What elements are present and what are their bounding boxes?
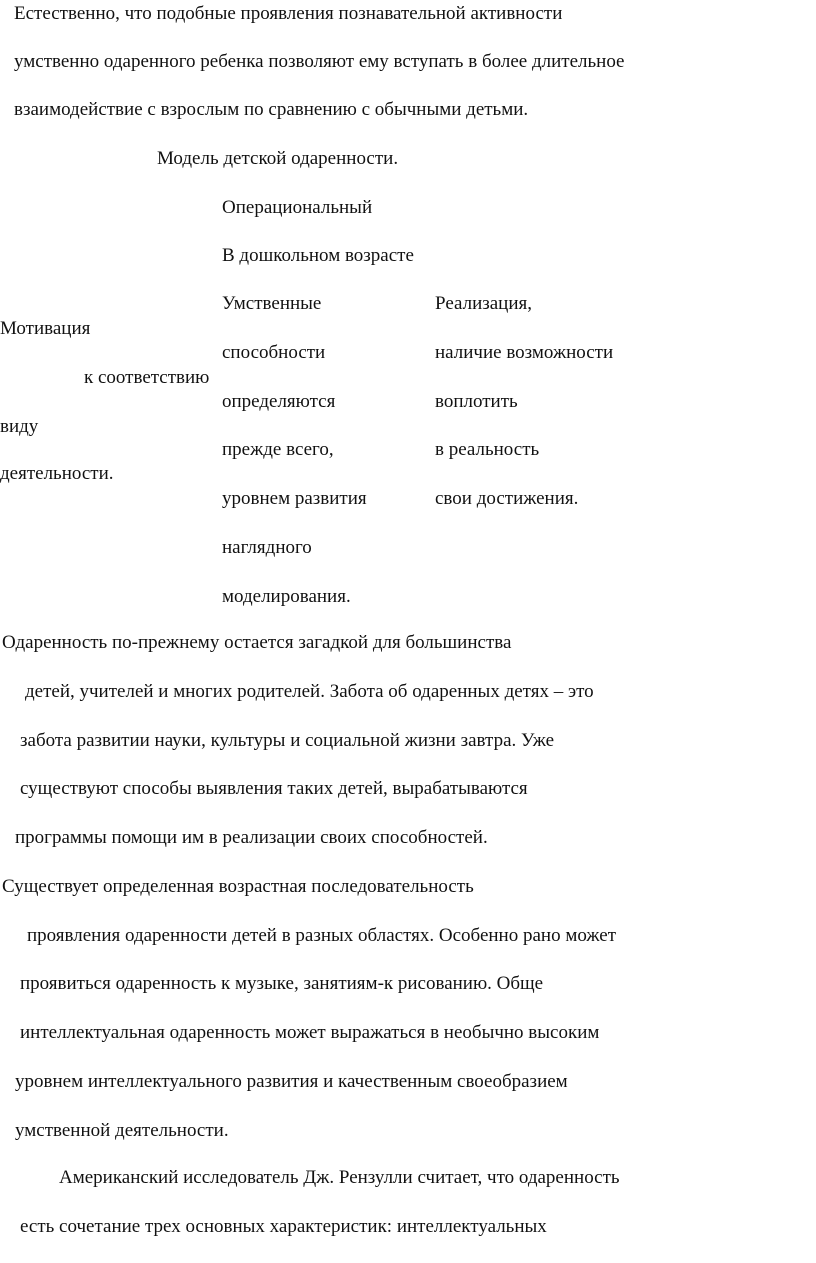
model-heading-operational: Операциональный [222, 197, 373, 218]
para1-line-4: существуют способы выявления таких детей, вырабатываются [20, 778, 528, 799]
para2-line-3: проявиться одаренность к музыке, занятиям-к рисованию. Обще [20, 973, 544, 994]
model-left-line-3: виду [0, 416, 39, 437]
intro-line-1: Естественно, что подобные проявления познавательной активности [14, 3, 563, 24]
para1-line-5: программы помощи им в реализации своих способностей. [15, 827, 488, 848]
model-right-line-2: наличие возможности [435, 342, 614, 363]
model-left-line-1: Мотивация [0, 318, 91, 339]
para1-line-1: Одаренность по-прежнему остается загадкой для большинства [2, 632, 512, 653]
model-right-line-4: в реальность [435, 439, 540, 460]
model-middle-line-3: определяются [222, 391, 336, 412]
para2-line-1: Существует определенная возрастная последовательность [2, 876, 474, 897]
model-left-line-4: деятельности. [0, 463, 114, 484]
model-middle-line-7: моделирования. [222, 586, 351, 607]
para2-line-4: интеллектуальная одаренность может выражаться в необычно высоким [20, 1022, 600, 1043]
model-middle-line-2: способности [222, 342, 326, 363]
para1-line-2: детей, учителей и многих родителей. Забота об одаренных детях – это [25, 681, 594, 702]
model-middle-line-6: наглядного [222, 537, 312, 558]
model-middle-line-1: Умственные [222, 293, 322, 314]
model-right-line-3: воплотить [435, 391, 518, 412]
para2-line-2: проявления одаренности детей в разных областях. Особенно рано может [27, 925, 616, 946]
model-right-line-5: свои достижения. [435, 488, 579, 509]
model-heading-preschool: В дошкольном возрасте [222, 245, 414, 266]
model-middle-line-4: прежде всего, [222, 439, 334, 460]
para2-line-5: уровнем интеллектуального развития и качественным своеобразием [15, 1071, 568, 1092]
intro-line-3: взаимодействие с взрослым по сравнению с обычными детьми. [14, 99, 529, 120]
model-left-line-2: к соответствию [84, 367, 210, 388]
model-title: Модель детской одаренности. [157, 148, 399, 169]
para2-line-6: умственной деятельности. [15, 1120, 229, 1141]
model-middle-line-5: уровнем развития [222, 488, 367, 509]
para3-line-2: есть сочетание трех основных характеристик: интеллектуальных [20, 1216, 547, 1237]
model-right-line-1: Реализация, [435, 293, 532, 314]
para3-line-1: Американский исследователь Дж. Рензулли считает, что одаренность [59, 1167, 620, 1188]
intro-line-2: умственно одаренного ребенка позволяют ему вступать в более длительное [14, 51, 625, 72]
para1-line-3: забота развитии науки, культуры и социальной жизни завтра. Уже [20, 730, 555, 751]
